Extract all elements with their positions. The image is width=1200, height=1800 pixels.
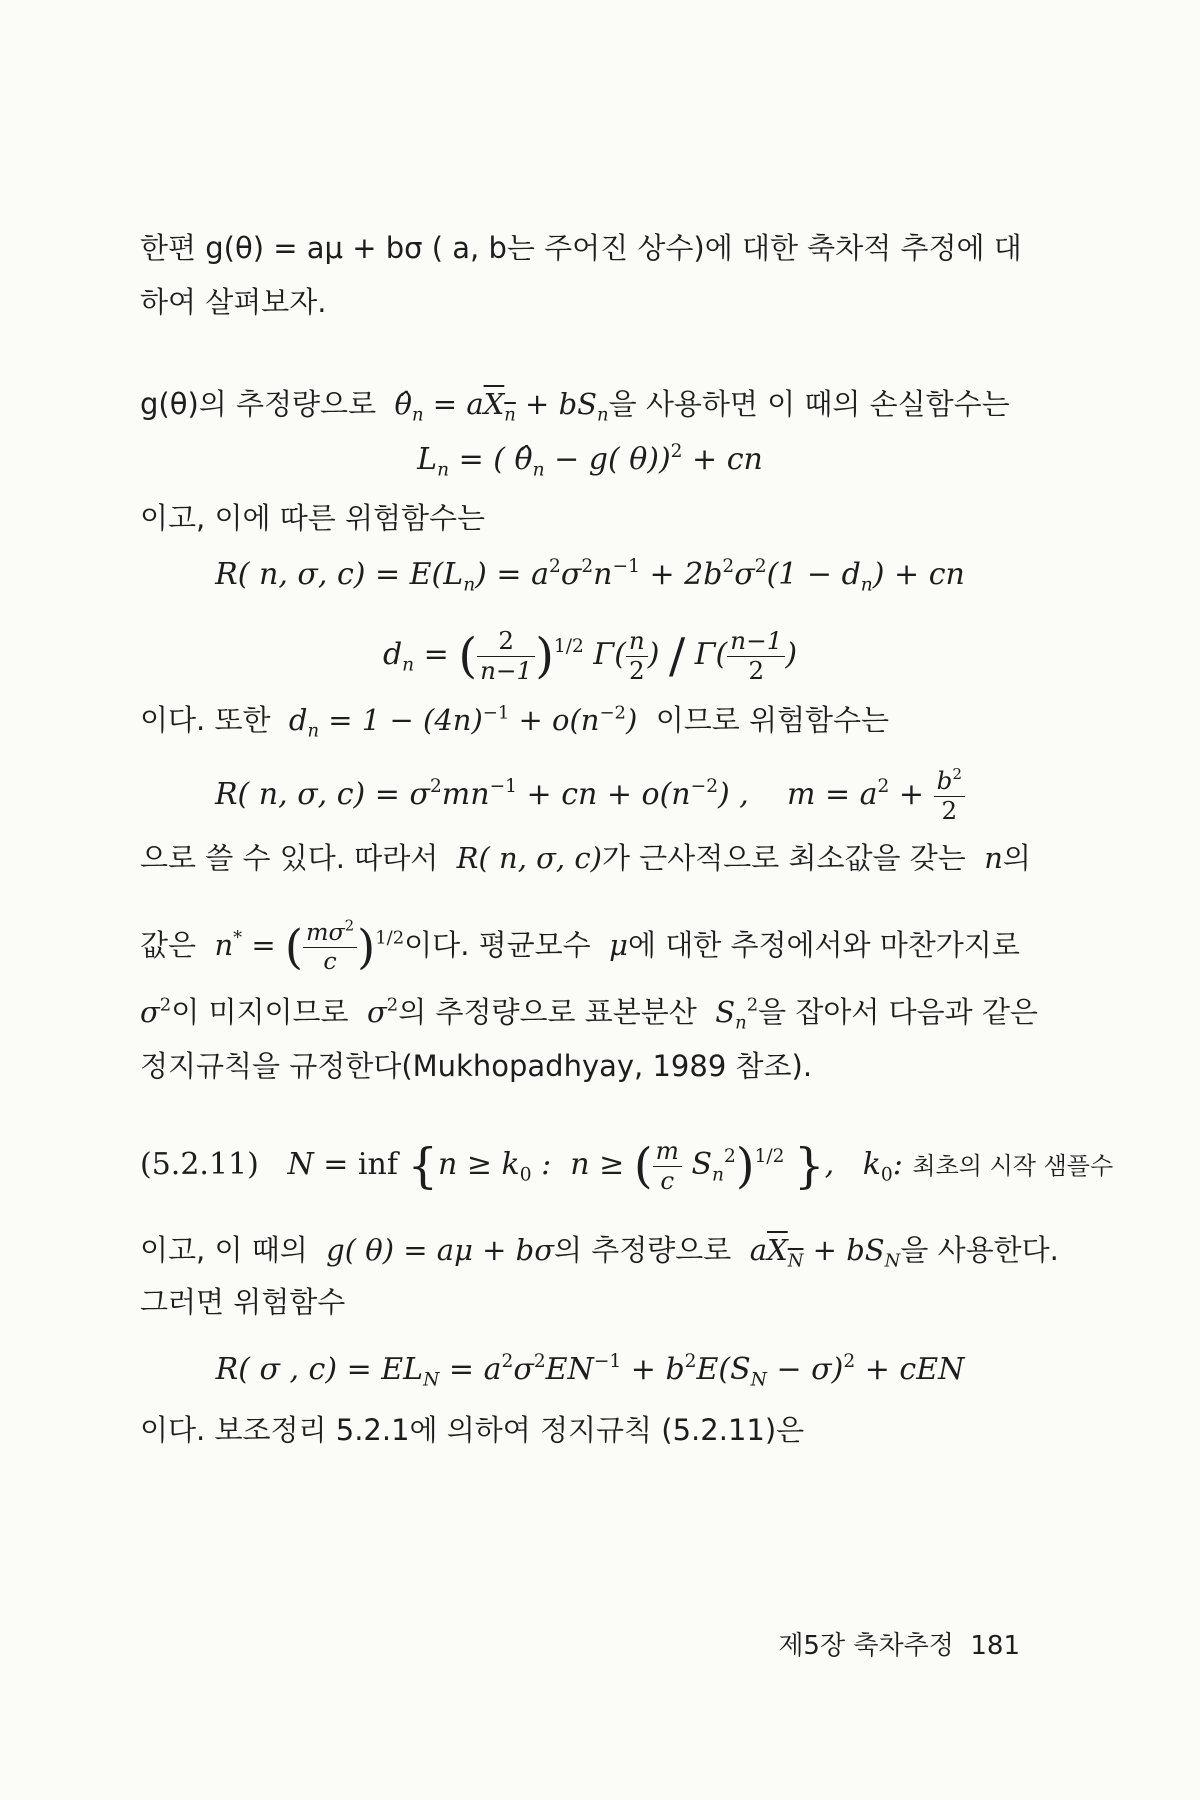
paragraph-line bbox=[140, 282, 1040, 322]
sigma2-symbol: $\sigma^2$ bbox=[357, 994, 399, 1029]
stopping-rule-equation: (5.2.11) N = inf {$n \ge k_0$ : n ≥ ( $\frac{m}{c}$ $S_n^2)^{1/2}$ }, $k_0$: 최초의 시작 샘플수 bbox=[140, 1135, 1114, 1195]
k0-note: 최초의 시작 샘플수 bbox=[912, 1152, 1114, 1180]
estimator-formula: $\thetâ_n = aX_n + bS_n$ bbox=[385, 387, 609, 426]
text-p3: 이고, 이에 따른 위험함수는 bbox=[140, 501, 486, 535]
page-footer bbox=[720, 1625, 1020, 1662]
text-p4a: 이다. 또한 bbox=[140, 703, 271, 737]
text-p4b: 이므로 위험함수는 bbox=[655, 703, 890, 737]
text-p11: 이다. 보조정리 5.2.1에 의하여 정지규칙 (5.2.11)은 bbox=[140, 1413, 805, 1447]
stopped-estimator: $aX_N + bS_N$ bbox=[740, 1233, 901, 1272]
sample-variance-symbol: $S_n^2$ bbox=[706, 994, 759, 1034]
paragraph-line bbox=[140, 992, 1040, 1032]
paragraph-line bbox=[140, 1410, 1040, 1450]
dn-approx: $d_n = 1 - (4n)^{-1} + o(n^{-2})$ bbox=[279, 702, 647, 742]
text-p7b: 의 추정량으로 표본분산 bbox=[398, 995, 697, 1029]
paragraph-line bbox=[140, 384, 1040, 424]
paragraph-line bbox=[140, 1282, 1040, 1322]
paragraph-line bbox=[140, 1230, 1059, 1272]
text-p1: 한편 g(θ) = aμ + bσ ( a, b는 주어진 상수)에 대한 축차적 추정에 대 bbox=[140, 231, 1022, 265]
loss-equation: $L_n$ = ( $\thetâ_n - g$( θ))$^2$ + cn bbox=[417, 440, 763, 481]
text-p7a: 이 미지이므로 bbox=[171, 995, 349, 1029]
text-p1b: 하여 살펴보자. bbox=[140, 285, 327, 319]
text-p6c: 에 대한 추정에서와 마찬가지로 bbox=[628, 928, 1020, 962]
g-theta-formula: g( θ) = aμ + bσ bbox=[316, 1233, 555, 1267]
text-p2a: g(θ)의 추정량으로 bbox=[140, 387, 377, 421]
text-p5c: 의 bbox=[1002, 841, 1031, 875]
text-p5a: 으로 쓸 수 있다. 따라서 bbox=[140, 841, 439, 875]
text-p10: 그러면 위험함수 bbox=[140, 1285, 346, 1319]
text-p7c: 을 잡아서 다음과 같은 bbox=[758, 995, 1038, 1029]
risk-equation: R( n, σ, $c) = E(L_n) = a^2\sigma^2n^{-1} + 2b^2\sigma^2(1 - d_n)$ + cn bbox=[215, 555, 965, 596]
stopped-risk-equation: R( σ , $c) = EL_N = a^2\sigma^2EN^{-1} + b^2E(S_N - \sigma)^2$ + cEN bbox=[215, 1350, 965, 1391]
paragraph-line bbox=[140, 1046, 1040, 1086]
text-p6a: 값은 bbox=[140, 928, 197, 962]
text-p9c: 을 사용한다. bbox=[900, 1233, 1059, 1267]
text-p9a: 이고, 이 때의 bbox=[140, 1233, 308, 1267]
sigma2-symbol: $\sigma^2$ bbox=[140, 994, 172, 1029]
paragraph-line bbox=[140, 700, 1040, 740]
paragraph-line bbox=[140, 498, 1040, 538]
risk-symbol: R( n, σ, c) bbox=[447, 841, 602, 875]
equation-ref: (5.2.11) bbox=[140, 1147, 259, 1182]
risk-approx-equation: R( n, σ, $c) = \sigma^2mn^{-1}$ + cn + $o(n^{-2})$ , $m = a^2$ + $\frac{b^2}{2}$ bbox=[140, 760, 1040, 830]
text-p5b: 가 근사적으로 최소값을 갖는 bbox=[601, 841, 966, 875]
n-star-formula: n* = ( $\frac{m\sigma^2}{c}$ )$^{1/2}$ bbox=[205, 917, 405, 975]
n-symbol: n bbox=[974, 841, 1003, 875]
page-number: 181 bbox=[970, 1631, 1020, 1661]
text-p6b: 이다. 평균모수 bbox=[404, 928, 591, 962]
paragraph-line bbox=[140, 228, 1040, 268]
dn-equation: $d_n$ = ( $\frac{2}{n-1}$ )$^{1/2}$ Γ( $\frac{n}{2}$ ) / Γ( $\frac{n-1}{2}$ ) bbox=[382, 625, 798, 685]
text-p8: 정지규칙을 규정한다(Mukhopadhyay, 1989 참조). bbox=[140, 1049, 813, 1083]
paragraph-line bbox=[140, 910, 1040, 980]
mu-symbol: μ bbox=[599, 928, 628, 962]
text-p9b: 의 추정량으로 bbox=[554, 1233, 732, 1267]
paragraph-line bbox=[140, 838, 1040, 878]
chapter-label: 제5장 축차추정 bbox=[778, 1631, 954, 1661]
text-p2b: 을 사용하면 이 때의 손실함수는 bbox=[608, 387, 1010, 421]
